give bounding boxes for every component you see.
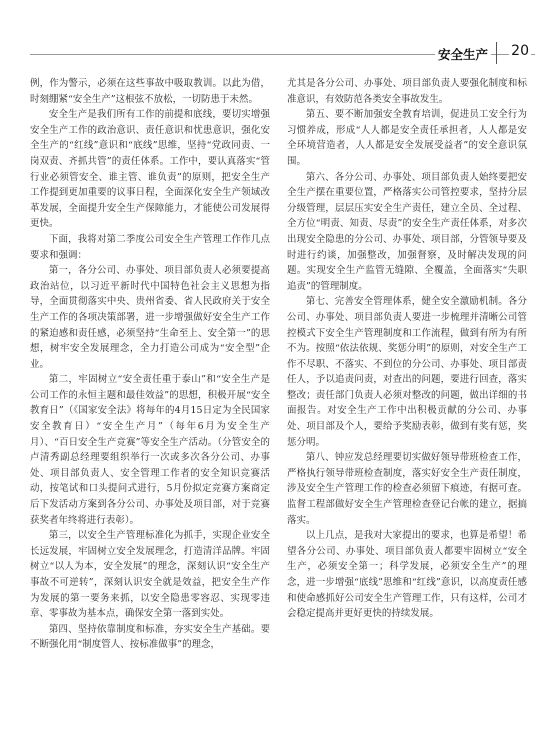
right-column [287, 76, 527, 736]
paragraph: 第七、完善安全管理体系，健全安全激励机制。各分公司、办事处、项目部负责人要进一步梳理并清晰公司管控模式下安全生产管理制度和工作流程，做到有所为有所不为。按照“依法依规、奖惩分明”的原则，对安全生产工作不尽职、不落实、不到位的分公司、办事处、项目部责任人，予以追责问责，对查出的问题，要进行回查，落实整改；责任部门负责人必须对整改的问题，做出详细的书面报告。对安全生产工作中出积极贡献的分公司、办事处、项目部及个人，要给予奖励表彰，做到有奖有惩，奖惩分明。 [287, 296, 527, 448]
paragraph: 第五、要不断加强安全教育培训，促进员工安全行为习惯养成，形成“人人都是安全责任承担者，人人都是安全环境营造者，人人都是安全发展受益者”的安全意识氛围。 [287, 109, 527, 167]
paragraph: 第八、钟应发总经理要切实做好领导带班检查工作，严格执行领导带班检查制度，落实好安全生产责任制度，涉及安全生产管理工作的检查必须留下痕迹，有据可查。监督工程部做好安全生产管理检查登记台帐的建立，据搞落实。 [287, 452, 527, 526]
page-header [0, 40, 553, 70]
paragraph: 第三，以安全生产管理标准化为抓手，实现企业安全长远发展，牢固树立安全发展理念，打造清洋品牌。牢固树立“以人为本，安全发展”的理念，深刻认识“安全生产事故不可逆转”，深刻认识安全就是效益，把安全生产作为发展的第一要务来抓，以安全隐患零容忍、实现零违章、零事故为基本点，确保安全第一落到实处。 [30, 530, 270, 620]
header-divider [496, 42, 497, 64]
paragraph: 下面，我将对第二季度公司安全生产管理工作作几点要求和强调： [30, 233, 270, 261]
paragraph: 安全生产是我们所有工作的前提和底线，要切实增强安全生产工作的政治意识、责任意识和忧患意识，强化安全生产的“红线”意识和“底线”思维，坚持“党政同责、一岗双责、齐抓共管”的责任体系。工作中，要认真落实“管行业必须管安全、谁主管、谁负责”的原则，把安全生产工作提到更加重要的议事日程，全面深化安全生产领域改革发展，全面提升安全生产保障能力，才能使公司发展得更快。 [30, 109, 270, 230]
paragraph: 第一，各分公司、办事处、项目部负责人必须要提高政治站位，以习近平新时代中国特色社会主义思想为指导，全面贯彻落实中央、贵州省委、省人民政府关于安全生产工作的各项决策部署，进一步增强做好安全生产工作的紧迫感和责任感，必须坚持“生命至上、安全第一”的思想，树牢安全发展理念，全力打造公司成为“安全型”企业。 [30, 265, 270, 370]
paragraph: 第四、坚持依靠制度和标准，夯实安全生产基础。要不断强化用“制度管人、按标准做事”的理念， [30, 623, 270, 651]
left-column [30, 76, 270, 736]
paragraph: 第二，牢固树立“安全责任重于泰山”和“安全生产是公司工作的永恒主题和最佳效益”的思想，积极开展“安全教育日”（《国家安全法》将每年的4月15日定为全民国家安全教育日）“安全生产月”（每年6月为安全生产月）、“百日安全生产竞赛”等安全生产活动。（分管安全的卢清秀副总经理要组织举行一次或多次各分公司、办事处、项目部负责人、安全管理工作者的安全知识竞赛活动，按笔试和口头提问式进行，5月份拟定竞赛方案商定后下发活动方案到各分公司、办事处及项目部，对于竞赛获奖者年终将进行表彰）。 [30, 374, 270, 526]
article-body [30, 76, 527, 736]
section-label: 安全生产 [435, 45, 491, 63]
paragraph: 例，作为警示，必须在这些事故中吸取教训。以此为借，时刻绷紧“安全生产”这根弦不放松，一切防患于未然。 [30, 78, 270, 105]
paragraph: 第六、各分公司、办事处、项目部负责人始终要把安全生产摆在重要位置，严格落实公司管控要求，坚持分层分级管理，层层压实安全生产责任，建立全员、全过程、全方位“明责、知责、尽责”的安全生产责任体系，对多次出现安全隐患的分公司、办事处、项目部，分管领导要及时进行约谈，加强整改，加强督察，及时解决发现的问题。实现安全生产监管无缝隙、全覆盖，全面落实“失职追责”的管理制度。 [287, 171, 527, 292]
paragraph: 尤其是各分公司、办事处、项目部负责人要强化制度和标准意识，有效防范各类安全事故发生。 [287, 78, 527, 105]
page-number: 20 [511, 43, 529, 59]
paragraph: 以上几点，是我对大家提出的要求，也算是希望！希望各分公司、办事处、项目部负责人都要牢固树立“安全生产，必须安全第一；科学发展，必须安全生产”的理念，进一步增强“底线”思维和“红线”意识，以高度责任感和使命感抓好公司安全生产管理工作，只有这样，公司才会稳定提高并更好更快的持续发展。 [287, 530, 527, 620]
